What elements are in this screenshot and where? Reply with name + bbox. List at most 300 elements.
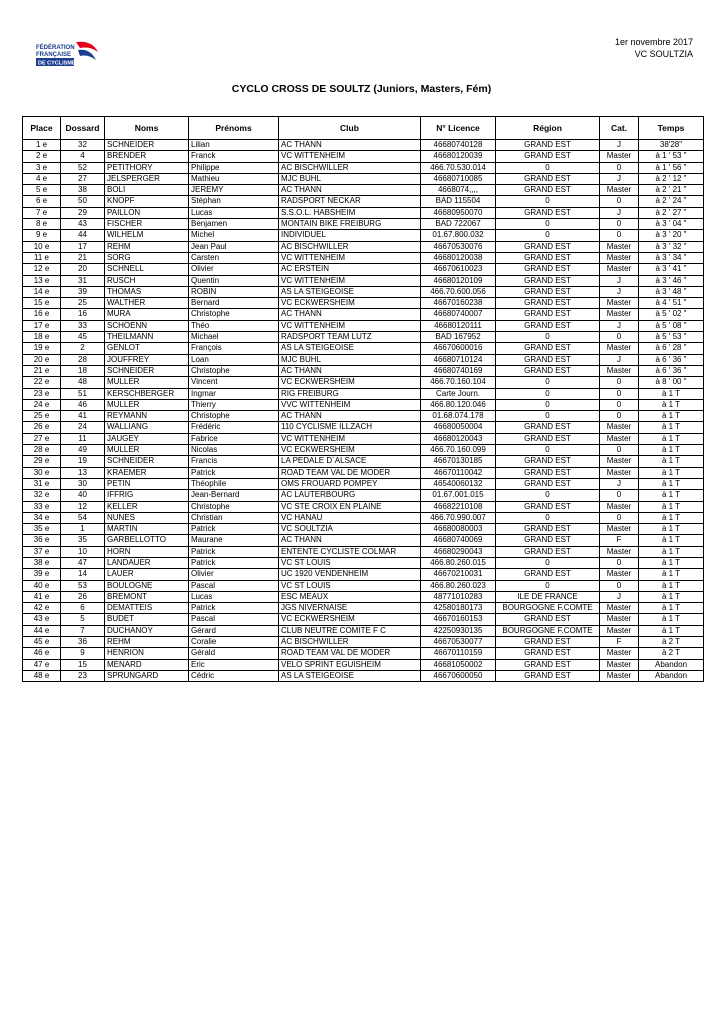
cell-club: JGS NIVERNAISE (279, 603, 421, 614)
cell-place: 39 e (23, 569, 61, 580)
cell-prenom: Christophe (189, 501, 279, 512)
cell-temps: à 1 T (639, 603, 704, 614)
col-licence: N° Licence (421, 117, 496, 140)
cell-prenom: Christophe (189, 411, 279, 422)
col-noms: Noms (105, 117, 189, 140)
cell-temps: à 5 ' 08 " (639, 320, 704, 331)
cell-prenom: Patrick (189, 524, 279, 535)
cell-region: 0 (496, 580, 600, 591)
cell-club: MJC BUHL (279, 354, 421, 365)
table-row (23, 512, 704, 523)
cell-region: GRAND EST (496, 569, 600, 580)
cell-nom: JOUFFREY (105, 354, 189, 365)
cell-licence: 46680050004 (421, 422, 496, 433)
cell-dossard: 29 (61, 207, 105, 218)
cell-cat: Master (600, 343, 639, 354)
cell-dossard: 31 (61, 275, 105, 286)
cell-cat: Master (600, 252, 639, 263)
cell-cat: Master (600, 648, 639, 659)
cell-cat: Master (600, 670, 639, 681)
cell-prenom: Christian (189, 512, 279, 523)
table-row (23, 162, 704, 173)
cell-region: BOURGOGNE F.COMTE (496, 625, 600, 636)
cell-cat: Master (600, 501, 639, 512)
cell-licence: 46670160153 (421, 614, 496, 625)
page-title: CYCLO CROSS DE SOULTZ (Juniors, Masters, Fém) (231, 83, 492, 95)
table-row (23, 433, 704, 444)
logo-text-2: FRANÇAISE (36, 52, 72, 58)
cell-dossard: 26 (61, 591, 105, 602)
cell-licence: 46681050002 (421, 659, 496, 670)
cell-cat: 0 (600, 490, 639, 501)
cell-club: VC ECKWERSHEIM (279, 445, 421, 456)
table-row (23, 524, 704, 535)
cell-region: GRAND EST (496, 422, 600, 433)
table-row (23, 591, 704, 602)
cell-temps: à 1 T (639, 388, 704, 399)
cell-place: 35 e (23, 524, 61, 535)
cell-cat: 0 (600, 377, 639, 388)
cell-temps: Abandon (639, 659, 704, 670)
cell-club: ESC MEAUX (279, 591, 421, 602)
cell-licence: 46680740069 (421, 535, 496, 546)
cell-prenom: Olivier (189, 264, 279, 275)
cell-nom: JELSPERGER (105, 173, 189, 184)
cell-region: GRAND EST (496, 286, 600, 297)
table-row (23, 399, 704, 410)
cell-nom: SCHNEIDER (105, 140, 189, 151)
table-row (23, 252, 704, 263)
cell-club: UC 1920 VENDENHEIM (279, 569, 421, 580)
table-row (23, 535, 704, 546)
cell-cat: Master (600, 365, 639, 376)
cell-dossard: 47 (61, 557, 105, 568)
cell-region: GRAND EST (496, 309, 600, 320)
cell-place: 10 e (23, 241, 61, 252)
cell-temps: à 1 T (639, 557, 704, 568)
cell-dossard: 15 (61, 659, 105, 670)
cell-prenom: Lilian (189, 140, 279, 151)
cell-licence: 46680120039 (421, 151, 496, 162)
cell-nom: GENLOT (105, 343, 189, 354)
cell-licence: 46670600050 (421, 670, 496, 681)
cell-cat: 0 (600, 230, 639, 241)
cell-dossard: 44 (61, 230, 105, 241)
cell-licence: 46670600016 (421, 343, 496, 354)
cell-region: GRAND EST (496, 275, 600, 286)
table-row (23, 625, 704, 636)
cell-nom: MENARD (105, 659, 189, 670)
cell-nom: RUSCH (105, 275, 189, 286)
cell-dossard: 39 (61, 286, 105, 297)
cell-region: GRAND EST (496, 185, 600, 196)
cell-cat: Master (600, 309, 639, 320)
cell-nom: DUCHANOY (105, 625, 189, 636)
cell-club: RADSPORT NECKAR (279, 196, 421, 207)
cell-region: GRAND EST (496, 252, 600, 263)
cell-club: AC THANN (279, 309, 421, 320)
results-table (22, 116, 704, 682)
ffc-logo (36, 38, 100, 72)
cell-licence: 466.70.600.056 (421, 286, 496, 297)
cell-temps: à 3 ' 41 " (639, 264, 704, 275)
cell-place: 28 e (23, 445, 61, 456)
cell-nom: REHM (105, 241, 189, 252)
cell-prenom: Coralie (189, 637, 279, 648)
cell-nom: LANDAUER (105, 557, 189, 568)
cell-nom: IFFRIG (105, 490, 189, 501)
cell-temps: à 5 ' 53 " (639, 332, 704, 343)
cell-prenom: Patrick (189, 467, 279, 478)
table-row (23, 670, 704, 681)
cell-place: 44 e (23, 625, 61, 636)
cell-licence: 46680120111 (421, 320, 496, 331)
cell-dossard: 7 (61, 625, 105, 636)
table-row (23, 207, 704, 218)
cell-temps: à 1 ' 53 " (639, 151, 704, 162)
cell-region: 0 (496, 557, 600, 568)
cell-prenom: François (189, 343, 279, 354)
cell-cat: Master (600, 241, 639, 252)
cell-nom: THEILMANN (105, 332, 189, 343)
table-row (23, 241, 704, 252)
cell-licence: 46680120038 (421, 252, 496, 263)
cell-temps: à 2 ' 21 " (639, 185, 704, 196)
cell-temps: à 1 T (639, 445, 704, 456)
cell-dossard: 27 (61, 173, 105, 184)
cell-prenom: Frédéric (189, 422, 279, 433)
cell-region: GRAND EST (496, 151, 600, 162)
cell-place: 36 e (23, 535, 61, 546)
cell-cat: Master (600, 659, 639, 670)
header-info (615, 36, 693, 60)
cell-licence: 46670530077 (421, 637, 496, 648)
cell-club: ROAD TEAM VAL DE MODER (279, 467, 421, 478)
cell-place: 29 e (23, 456, 61, 467)
cell-dossard: 45 (61, 332, 105, 343)
cell-region: GRAND EST (496, 298, 600, 309)
organizer-club: VC SOULTZIA (634, 49, 693, 59)
cell-place: 37 e (23, 546, 61, 557)
cell-place: 30 e (23, 467, 61, 478)
cell-club: AC THANN (279, 140, 421, 151)
cell-club: AC LAUTERBOURG (279, 490, 421, 501)
cell-club: AC THANN (279, 365, 421, 376)
cell-temps: à 6 ' 36 " (639, 365, 704, 376)
cell-place: 19 e (23, 343, 61, 354)
cell-nom: BOLI (105, 185, 189, 196)
cell-licence: 46670530076 (421, 241, 496, 252)
cell-region: 0 (496, 490, 600, 501)
cell-dossard: 50 (61, 196, 105, 207)
cell-cat: J (600, 275, 639, 286)
cell-club: INDIVIDUEL (279, 230, 421, 241)
cell-temps: à 3 ' 32 " (639, 241, 704, 252)
cell-temps: à 2 T (639, 637, 704, 648)
cell-nom: GARBELLOTTO (105, 535, 189, 546)
cell-club: AC ERSTEIN (279, 264, 421, 275)
cell-place: 32 e (23, 490, 61, 501)
cell-club: AC THANN (279, 411, 421, 422)
cell-licence: 46670130185 (421, 456, 496, 467)
cell-region: GRAND EST (496, 140, 600, 151)
cell-dossard: 53 (61, 580, 105, 591)
table-row (23, 377, 704, 388)
cell-prenom: Franck (189, 151, 279, 162)
cell-dossard: 1 (61, 524, 105, 535)
cell-prenom: Christophe (189, 365, 279, 376)
table-row (23, 580, 704, 591)
cell-dossard: 52 (61, 162, 105, 173)
cell-dossard: 46 (61, 399, 105, 410)
cell-temps: à 1 T (639, 535, 704, 546)
table-row (23, 456, 704, 467)
cell-dossard: 43 (61, 219, 105, 230)
cell-club: AS LA STEIGEOISE (279, 286, 421, 297)
cell-nom: SORG (105, 252, 189, 263)
logo-text-3: DE CYCLISME (38, 60, 76, 67)
cell-cat: F (600, 637, 639, 648)
cell-prenom: Nicolas (189, 445, 279, 456)
cell-place: 9 e (23, 230, 61, 241)
cell-nom: WILHELM (105, 230, 189, 241)
cell-temps: à 2 ' 12 " (639, 173, 704, 184)
cell-club: VC WITTENHEIM (279, 320, 421, 331)
cell-temps: à 8 ' 00 " (639, 377, 704, 388)
cell-place: 34 e (23, 512, 61, 523)
cell-region: GRAND EST (496, 207, 600, 218)
cell-place: 45 e (23, 637, 61, 648)
cell-region: GRAND EST (496, 343, 600, 354)
cell-licence: 42250930135 (421, 625, 496, 636)
cell-temps: à 4 ' 51 " (639, 298, 704, 309)
cell-club: ENTENTE CYCLISTE COLMAR (279, 546, 421, 557)
cell-region: GRAND EST (496, 670, 600, 681)
cell-nom: KERSCHBERGER (105, 388, 189, 399)
cell-temps: à 1 T (639, 433, 704, 444)
cell-temps: à 2 ' 24 " (639, 196, 704, 207)
cell-place: 23 e (23, 388, 61, 399)
cell-nom: BREMONT (105, 591, 189, 602)
cell-prenom: Benjamen (189, 219, 279, 230)
cell-cat: J (600, 140, 639, 151)
cell-dossard: 10 (61, 546, 105, 557)
cell-prenom: Christophe (189, 309, 279, 320)
cell-club: VC ST LOUIS (279, 580, 421, 591)
cell-prenom: Cédric (189, 670, 279, 681)
cell-nom: DEMATTEIS (105, 603, 189, 614)
cell-temps: à 1 T (639, 580, 704, 591)
table-row (23, 569, 704, 580)
table-row (23, 478, 704, 489)
cell-place: 26 e (23, 422, 61, 433)
cell-nom: FISCHER (105, 219, 189, 230)
cell-region: GRAND EST (496, 173, 600, 184)
cell-temps: Abandon (639, 670, 704, 681)
cell-temps: à 1 T (639, 399, 704, 410)
cell-temps: à 1 T (639, 569, 704, 580)
cell-place: 47 e (23, 659, 61, 670)
cell-club: AC BISCHWILLER (279, 162, 421, 173)
cell-nom: SCHNEIDER (105, 365, 189, 376)
cell-cat: Master (600, 524, 639, 535)
cell-region: GRAND EST (496, 354, 600, 365)
cell-club: VC WITTENHEIM (279, 252, 421, 263)
cell-licence: 46670160238 (421, 298, 496, 309)
table-row (23, 490, 704, 501)
cell-licence: Carte Journ. (421, 388, 496, 399)
col-cat: Cat. (600, 117, 639, 140)
table-row (23, 196, 704, 207)
col-temps: Temps (639, 117, 704, 140)
cell-place: 16 e (23, 309, 61, 320)
cell-licence: 466.70.160.099 (421, 445, 496, 456)
cell-club: VC ECKWERSHEIM (279, 614, 421, 625)
cell-licence: 46680950070 (421, 207, 496, 218)
cell-dossard: 11 (61, 433, 105, 444)
cell-nom: KNOPF (105, 196, 189, 207)
cell-club: AC THANN (279, 185, 421, 196)
cell-club: VELO SPRINT EGUISHEIM (279, 659, 421, 670)
cell-dossard: 17 (61, 241, 105, 252)
cell-cat: Master (600, 433, 639, 444)
table-row (23, 603, 704, 614)
cell-region: 0 (496, 399, 600, 410)
cell-club: LA PEDALE D`ALSACE (279, 456, 421, 467)
table-row (23, 140, 704, 151)
cell-dossard: 16 (61, 309, 105, 320)
cell-region: GRAND EST (496, 467, 600, 478)
cell-region: 0 (496, 332, 600, 343)
cell-region: ILE DE FRANCE (496, 591, 600, 602)
cell-nom: MARTIN (105, 524, 189, 535)
cell-licence: 46680710124 (421, 354, 496, 365)
cell-club: OMS FROUARD POMPEY (279, 478, 421, 489)
cell-temps: 38'28" (639, 140, 704, 151)
cell-place: 27 e (23, 433, 61, 444)
cell-temps: à 3 ' 48 " (639, 286, 704, 297)
cell-cat: Master (600, 546, 639, 557)
cell-nom: SCHNEIDER (105, 456, 189, 467)
cell-temps: à 1 T (639, 591, 704, 602)
cell-cat: 0 (600, 196, 639, 207)
cell-place: 8 e (23, 219, 61, 230)
cell-licence: BAD 115504 (421, 196, 496, 207)
cell-temps: à 1 T (639, 467, 704, 478)
cell-temps: à 2 T (639, 648, 704, 659)
table-row (23, 411, 704, 422)
cell-region: BOURGOGNE F.COMTE (496, 603, 600, 614)
cell-licence: 46540060132 (421, 478, 496, 489)
cell-licence: 46670610023 (421, 264, 496, 275)
cell-region: 0 (496, 162, 600, 173)
cell-cat: 0 (600, 512, 639, 523)
cell-place: 18 e (23, 332, 61, 343)
cell-dossard: 32 (61, 140, 105, 151)
cell-temps: à 6 ' 36 " (639, 354, 704, 365)
cell-club: 110 CYCLISME ILLZACH (279, 422, 421, 433)
cell-dossard: 2 (61, 343, 105, 354)
table-row (23, 309, 704, 320)
cell-club: AS LA STEIGEOISE (279, 343, 421, 354)
cell-club: RIG FREIBURG (279, 388, 421, 399)
cell-prenom: Vincent (189, 377, 279, 388)
logo-text-1: FÉDÉRATION (36, 45, 75, 51)
cell-prenom: Ingmar (189, 388, 279, 399)
col-prenoms: Prénoms (189, 117, 279, 140)
cell-nom: PETITHORY (105, 162, 189, 173)
table-row (23, 546, 704, 557)
cell-prenom: Patrick (189, 603, 279, 614)
cell-club: VC ECKWERSHEIM (279, 298, 421, 309)
cell-nom: REYMANN (105, 411, 189, 422)
cell-cat: 0 (600, 399, 639, 410)
cell-region: GRAND EST (496, 433, 600, 444)
cell-nom: MULLER (105, 377, 189, 388)
cell-place: 24 e (23, 399, 61, 410)
cell-nom: KELLER (105, 501, 189, 512)
cell-cat: Master (600, 185, 639, 196)
table-row (23, 614, 704, 625)
cell-dossard: 20 (61, 264, 105, 275)
cell-licence: 01.68.074.178 (421, 411, 496, 422)
cell-cat: Master (600, 625, 639, 636)
cell-place: 7 e (23, 207, 61, 218)
cell-cat: J (600, 478, 639, 489)
cell-cat: J (600, 591, 639, 602)
cell-prenom: Thierry (189, 399, 279, 410)
cell-club: S.S.O.L. HABSHEIM (279, 207, 421, 218)
cell-place: 21 e (23, 365, 61, 376)
cell-nom: WALLIANG (105, 422, 189, 433)
cell-place: 31 e (23, 478, 61, 489)
cell-nom: MULLER (105, 445, 189, 456)
table-row (23, 343, 704, 354)
results-body (23, 140, 704, 682)
cell-region: GRAND EST (496, 535, 600, 546)
cell-cat: Master (600, 298, 639, 309)
cell-prenom: Eric (189, 659, 279, 670)
cell-licence: BAD 167952 (421, 332, 496, 343)
cell-nom: THOMAS (105, 286, 189, 297)
cell-club: AC THANN (279, 535, 421, 546)
cell-cat: Master (600, 569, 639, 580)
cell-prenom: Gérard (189, 625, 279, 636)
cell-temps: à 1 T (639, 478, 704, 489)
cell-region: 0 (496, 388, 600, 399)
cell-prenom: Théophile (189, 478, 279, 489)
cell-temps: à 1 T (639, 456, 704, 467)
cell-dossard: 5 (61, 614, 105, 625)
cell-cat: J (600, 207, 639, 218)
cell-region: GRAND EST (496, 659, 600, 670)
table-row (23, 320, 704, 331)
cell-place: 46 e (23, 648, 61, 659)
cell-cat: Master (600, 603, 639, 614)
cell-place: 48 e (23, 670, 61, 681)
cell-prenom: JEREMY (189, 185, 279, 196)
cell-region: GRAND EST (496, 365, 600, 376)
cell-licence: 46670110042 (421, 467, 496, 478)
cell-club: VC WITTENHEIM (279, 275, 421, 286)
cell-dossard: 19 (61, 456, 105, 467)
cell-licence: 46680740169 (421, 365, 496, 376)
table-row (23, 219, 704, 230)
cell-place: 33 e (23, 501, 61, 512)
cell-place: 15 e (23, 298, 61, 309)
cell-temps: à 1 T (639, 490, 704, 501)
table-row (23, 501, 704, 512)
